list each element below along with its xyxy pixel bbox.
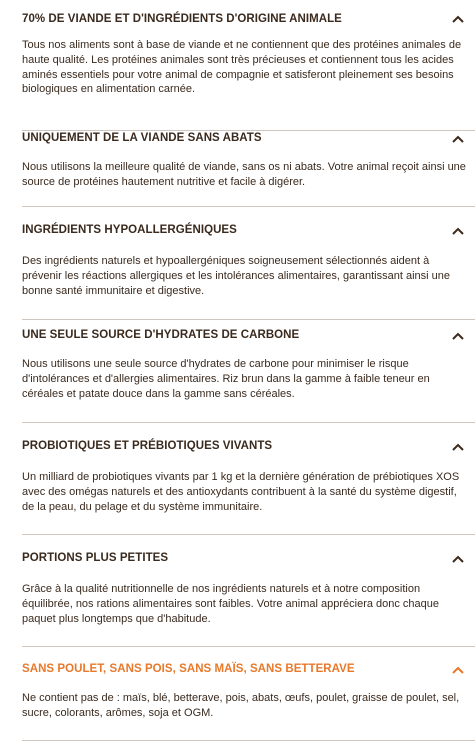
- section-body: Des ingrédients naturels et hypoallergéniques soigneusement sélectionnés aident à prévenir les réactions allergiques et les intolérances alimentaires, garantissant ainsi une bonne santé immunitaire et digestive.: [22, 255, 451, 297]
- section-title: INGRÉDIENTS HYPOALLERGÉNIQUES: [22, 224, 237, 236]
- accordion-section-meat: [22, 0, 475, 131]
- section-body: Nous utilisons la meilleure qualité de viande, sans os ni abats. Votre animal reçoit ainsi une source de protéines hautement nutritive et facile à digérer.: [22, 161, 466, 188]
- section-title: PORTIONS PLUS PETITES: [22, 552, 169, 564]
- accordion-header-meat[interactable]: [22, 0, 475, 38]
- chevron-up-icon[interactable]: [451, 226, 465, 236]
- accordion-header-probiotics[interactable]: [22, 423, 475, 470]
- accordion-header-portions[interactable]: [22, 535, 475, 582]
- chevron-up-icon[interactable]: [451, 665, 465, 675]
- accordion-header-no-offal[interactable]: [22, 131, 475, 160]
- accordion-section-free-from: [22, 647, 475, 741]
- section-title: PROBIOTIQUES ET PRÉBIOTIQUES VIVANTS: [22, 440, 273, 452]
- chevron-up-icon[interactable]: [451, 442, 465, 452]
- section-body: Nous utilisons une seule source d'hydrates de carbone pour minimiser le risque d'intolérances et d'allergies alimentaires. Riz brun dans la gamme à faible teneur en céréales et patate douce dans la gamme sans céréales.: [22, 358, 430, 400]
- section-body: Grâce à la qualité nutritionnelle de nos ingrédients naturels et à notre composition équilibrée, nos rations alimentaires sont faibles. Votre animal appréciera donc chaque paquet plus longtemps que d'habitude.: [22, 583, 440, 625]
- accordion-section-hypoallergenic: [22, 207, 475, 320]
- accordion-section-carbohydrate: [22, 320, 475, 423]
- section-title: UNE SEULE SOURCE D'HYDRATES DE CARBONE: [22, 329, 300, 341]
- section-title: 70% DE VIANDE ET D'INGRÉDIENTS D'ORIGINE ANIMALE: [22, 13, 342, 25]
- chevron-up-icon[interactable]: [451, 134, 465, 144]
- accordion-section-no-offal: [22, 131, 475, 207]
- section-title: SANS POULET, SANS POIS, SANS MAÏS, SANS BETTERAVE: [22, 663, 355, 675]
- chevron-up-icon[interactable]: [451, 331, 465, 341]
- accordion-section-probiotics: [22, 423, 475, 535]
- accordion-header-hypoallergenic[interactable]: [22, 207, 475, 254]
- section-body: Un milliard de probiotiques vivants par 1 kg et la dernière génération de prébiotiques XOS avec des omégas naturels et des antioxydants contribuent à la santé du système digestif, de la peau, du pelage et du système immunitaire.: [22, 471, 460, 513]
- accordion-header-free-from[interactable]: [22, 647, 475, 691]
- chevron-up-icon[interactable]: [451, 14, 465, 24]
- section-title: UNIQUEMENT DE LA VIANDE SANS ABATS: [22, 132, 262, 144]
- section-body: Tous nos aliments sont à base de viande et ne contiennent que des protéines animales de haute qualité. Les protéines animales sont très précieuses et contiennent tous les acides aminés essentiels pour votre animal de compagnie et satisferont pleinement ses besoins biologiques en alimentation carnée.: [22, 39, 462, 96]
- accordion-section-portions: [22, 535, 475, 647]
- section-body: Ne contient pas de : maïs, blé, betterave, pois, abats, œufs, poulet, graisse de poulet, sel, sucre, colorants, arômes, soja et OGM.: [22, 692, 460, 719]
- chevron-up-icon[interactable]: [451, 554, 465, 564]
- feature-accordion: [22, 0, 475, 741]
- accordion-header-carbohydrate[interactable]: [22, 320, 475, 357]
